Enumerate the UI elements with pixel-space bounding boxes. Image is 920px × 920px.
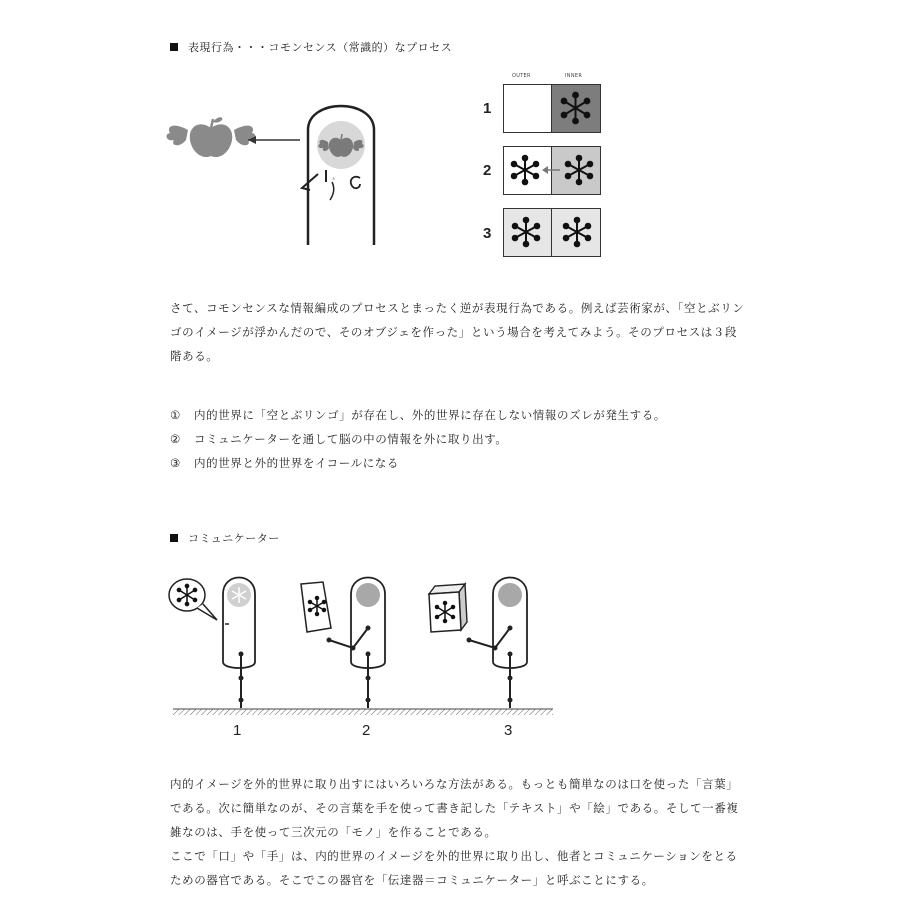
row3-outer-cell: [503, 208, 553, 257]
paragraph-line: 階ある。: [170, 349, 219, 363]
square-bullet-icon: [170, 43, 178, 51]
communicator-figure-object: [429, 578, 527, 709]
step-number: ①: [170, 408, 181, 422]
section-heading-text: コミュニケーター: [188, 532, 280, 545]
section-heading-process: [170, 39, 452, 55]
communicator-illustration: [165, 570, 565, 720]
paragraph-communicator: [170, 772, 770, 892]
stage-label-2: 2: [362, 722, 371, 739]
snowflake-icon: [552, 85, 599, 131]
paragraph-line: 内的イメージを外的世界に取り出すにはいろいろな方法がある。もっとも簡単なのは口を使った「言葉」: [170, 777, 739, 791]
paragraph-line: ための器官である。そこでこの器官を「伝達器＝コミュニケーター」と呼ぶことにする。: [170, 873, 654, 887]
outer-column-label: OUTER: [512, 73, 531, 79]
step-text: コミュニケーターを通して脳の中の情報を外に取り出す。: [194, 432, 508, 446]
step-number: ②: [170, 432, 181, 446]
flying-apple-icon: [167, 117, 256, 157]
step-text: 内的世界と外的世界をイコールになる: [194, 456, 400, 470]
step-item-1: [170, 407, 666, 423]
row-number-1: 1: [483, 100, 492, 117]
communicator-figure-text: [301, 578, 385, 709]
row1-outer-cell: [503, 84, 553, 133]
paragraph-line: さて、コモンセンスな情報編成のプロセスとまったく逆が表現行為である。例えば芸術家が、「空とぶリン: [170, 301, 745, 315]
step-item-2: [170, 431, 507, 447]
snowflake-icon: [552, 209, 599, 255]
stage-label-3: 3: [504, 722, 513, 739]
row-number-2: 2: [483, 162, 492, 179]
paragraph-line: ゴのイメージが浮かんだので、そのオブジェを作った」という場合を考えてみよう。そのプロセスは３段: [170, 325, 738, 339]
imagination-illustration: [160, 100, 400, 260]
row3-inner-cell: [551, 208, 601, 257]
paragraph-intro: [170, 296, 770, 368]
square-bullet-icon: [170, 534, 178, 542]
row-number-3: 3: [483, 225, 492, 242]
paragraph-line: ここで「口」や「手」は、内的世界のイメージを外的世界に取り出し、他者とコミュニケーションをとる: [170, 849, 738, 863]
snowflake-icon: [504, 209, 551, 255]
step-text: 内的世界に「空とぶリンゴ」が存在し、外的世界に存在しない情報のズレが発生する。: [194, 408, 666, 422]
stage-label-1: 1: [233, 722, 242, 739]
arrow-left-icon: [248, 136, 300, 144]
section-heading-communicator: [170, 530, 280, 546]
row1-inner-cell: [551, 84, 601, 133]
step-number: ③: [170, 456, 181, 470]
ground: [173, 709, 553, 715]
svg-text:*: *: [332, 176, 336, 184]
section-heading-text: 表現行為・・・コモンセンス（常識的）なプロセス: [188, 41, 453, 54]
transfer-arrow-icon: [540, 164, 562, 176]
inner-column-label: INNER: [565, 73, 583, 79]
paragraph-line: である。次に簡単なのが、その言葉を手を使って書き記した「テキスト」や「絵」である。そして一番複: [170, 801, 739, 815]
paragraph-line: 雑なのは、手を使って三次元の「モノ」を作ることである。: [170, 825, 497, 839]
step-item-3: [170, 455, 399, 471]
communicator-figure-speech: [169, 578, 255, 709]
